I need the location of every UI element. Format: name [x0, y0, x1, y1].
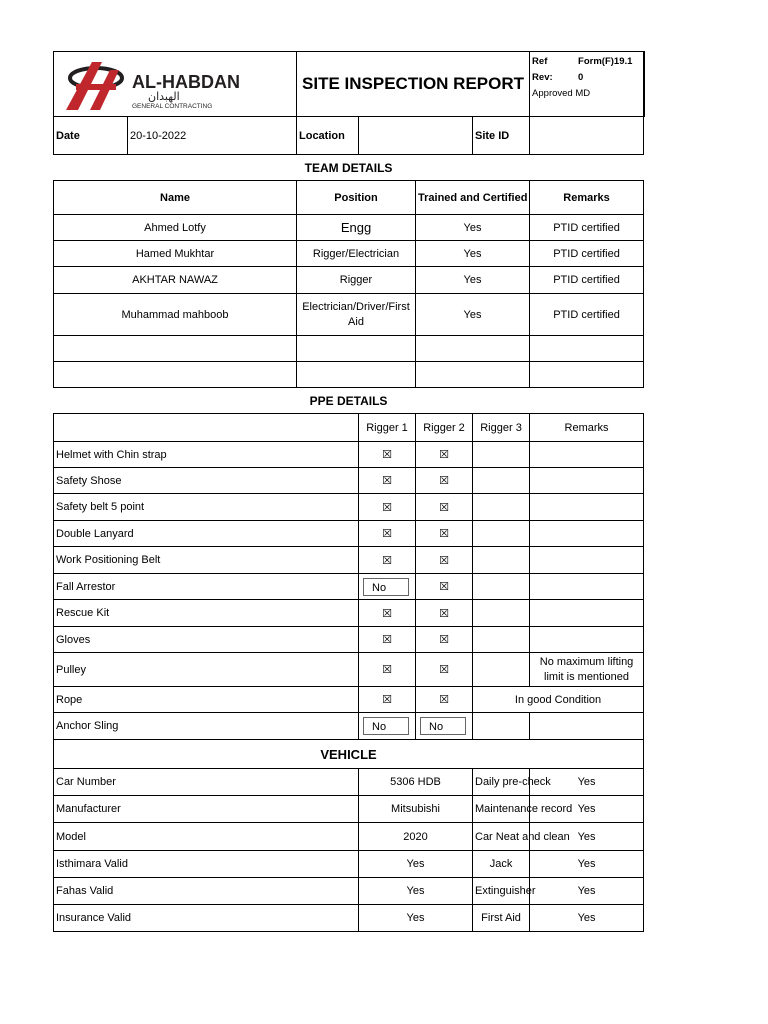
ppe-remarks	[530, 442, 644, 468]
team-row	[54, 362, 644, 388]
vehicle-row	[54, 878, 644, 905]
vehicle-row	[54, 905, 644, 932]
team-col-remarks: Remarks	[530, 181, 644, 215]
vehicle-check-value: Yes	[530, 878, 644, 905]
site-id-value[interactable]	[530, 117, 644, 155]
team-remarks: PTID certified	[530, 241, 644, 267]
inspection-report	[53, 51, 643, 932]
vehicle-label: Fahas Valid	[54, 878, 359, 905]
team-trained[interactable]	[416, 336, 530, 362]
ppe-rigger1-checkbox[interactable]: ☒	[359, 653, 416, 687]
team-row	[54, 267, 644, 294]
team-name: Ahmed Lotfy	[54, 215, 297, 241]
ppe-item: Pulley	[54, 653, 359, 687]
ppe-row	[54, 627, 644, 653]
ppe-rigger3-cell[interactable]	[473, 468, 530, 494]
ppe-rigger1-cell	[359, 713, 416, 740]
ppe-rigger3-cell[interactable]	[473, 574, 530, 600]
ppe-rigger2-no-field[interactable]: No	[420, 717, 466, 735]
ppe-rigger2-checkbox[interactable]: ☒	[416, 468, 473, 494]
ppe-rigger2-checkbox[interactable]: ☒	[416, 600, 473, 627]
ppe-rigger1-checkbox[interactable]: ☒	[359, 600, 416, 627]
ref-value: Form(F)19.1	[578, 56, 633, 67]
info-row	[54, 117, 644, 155]
site-id-label: Site ID	[473, 117, 530, 155]
vehicle-label: Model	[54, 823, 359, 851]
ppe-row	[54, 521, 644, 547]
ppe-row	[54, 687, 644, 713]
ppe-row	[54, 653, 644, 687]
ppe-rigger2-checkbox[interactable]: ☒	[416, 653, 473, 687]
ppe-row	[54, 600, 644, 627]
vehicle-value: 2020	[359, 823, 473, 851]
ppe-row	[54, 494, 644, 521]
vehicle-check-value: Yes	[530, 769, 644, 796]
vehicle-check-label: Maintenance record	[473, 796, 530, 823]
team-name[interactable]	[54, 336, 297, 362]
ppe-col-remarks: Remarks	[530, 414, 644, 442]
vehicle-value: Yes	[359, 878, 473, 905]
team-name: AKHTAR NAWAZ	[54, 267, 297, 294]
ppe-item: Double Lanyard	[54, 521, 359, 547]
team-position: Electrician/Driver/First Aid	[297, 294, 416, 336]
ppe-rigger1-checkbox[interactable]: ☒	[359, 521, 416, 547]
ppe-remarks	[530, 468, 644, 494]
location-value[interactable]	[359, 117, 473, 155]
vehicle-check-value: Yes	[530, 851, 644, 878]
team-col-name: Name	[54, 181, 297, 215]
team-remarks[interactable]	[530, 336, 644, 362]
ppe-row	[54, 713, 644, 740]
vehicle-row	[54, 769, 644, 796]
approved-label: Approved	[532, 88, 573, 99]
ppe-row	[54, 547, 644, 574]
team-header-row	[54, 181, 644, 215]
ppe-row	[54, 574, 644, 600]
ppe-rigger3-cell[interactable]	[473, 494, 530, 521]
ppe-item: Safety belt 5 point	[54, 494, 359, 521]
ppe-rigger2-checkbox[interactable]: ☒	[416, 521, 473, 547]
ppe-remarks	[530, 574, 644, 600]
ppe-row	[54, 468, 644, 494]
team-trained: Yes	[416, 215, 530, 241]
ppe-rigger1-checkbox[interactable]: ☒	[359, 442, 416, 468]
ppe-remarks	[530, 713, 644, 740]
ppe-header-row	[54, 414, 644, 442]
ppe-item: Rope	[54, 687, 359, 713]
team-row	[54, 241, 644, 267]
company-name-en: AL-HABDAN	[132, 72, 240, 92]
ppe-rigger1-checkbox[interactable]: ☒	[359, 627, 416, 653]
ppe-rigger1-checkbox[interactable]: ☒	[359, 547, 416, 574]
ppe-item: Work Positioning Belt	[54, 547, 359, 574]
team-position: Rigger/Electrician	[297, 241, 416, 267]
team-name[interactable]	[54, 362, 297, 388]
team-remarks: PTID certified	[530, 294, 644, 336]
vehicle-row	[54, 851, 644, 878]
ppe-rigger2-checkbox[interactable]: ☒	[416, 494, 473, 521]
ppe-rigger2-cell	[416, 713, 473, 740]
ppe-remarks: In good Condition	[473, 687, 644, 713]
vehicle-value: 5306 HDB	[359, 769, 473, 796]
team-position: Engg	[297, 215, 416, 241]
vehicle-section-title: VEHICLE	[54, 740, 644, 769]
ppe-rigger3-cell[interactable]	[473, 653, 530, 687]
ppe-remarks	[530, 627, 644, 653]
team-name: Hamed Mukhtar	[54, 241, 297, 267]
ppe-remarks	[530, 494, 644, 521]
ppe-item: Fall Arrestor	[54, 574, 359, 600]
team-row	[54, 336, 644, 362]
ppe-item: Rescue Kit	[54, 600, 359, 627]
ppe-rigger2-checkbox[interactable]: ☒	[416, 627, 473, 653]
ppe-rigger1-checkbox[interactable]: ☒	[359, 687, 416, 713]
team-position: Rigger	[297, 267, 416, 294]
rev-label: Rev:	[532, 72, 553, 83]
document-meta	[530, 52, 644, 117]
ppe-rigger1-checkbox[interactable]: ☒	[359, 494, 416, 521]
team-remarks[interactable]	[530, 362, 644, 388]
rev-value: 0	[578, 72, 584, 83]
vehicle-check-label: First Aid	[473, 905, 530, 932]
team-section-title: TEAM DETAILS	[304, 160, 393, 175]
ppe-col-rigger2: Rigger 2	[416, 414, 473, 442]
report-title: SITE INSPECTION REPORT	[297, 52, 530, 117]
ppe-rigger2-checkbox[interactable]: ☒	[416, 574, 473, 600]
team-col-position: Position	[297, 181, 416, 215]
vehicle-check-value: Yes	[530, 905, 644, 932]
vehicle-check-value: Yes	[530, 796, 644, 823]
vehicle-label: Isthimara Valid	[54, 851, 359, 878]
team-trained[interactable]	[416, 362, 530, 388]
ppe-rigger1-cell	[359, 574, 416, 600]
ppe-item: Safety Shose	[54, 468, 359, 494]
team-row	[54, 294, 644, 336]
ppe-rigger2-checkbox[interactable]: ☒	[416, 547, 473, 574]
vehicle-check-value: Yes	[530, 823, 644, 851]
team-trained: Yes	[416, 241, 530, 267]
vehicle-label: Manufacturer	[54, 796, 359, 823]
ppe-rigger3-cell[interactable]	[473, 547, 530, 574]
company-logo-cell	[54, 52, 297, 117]
ppe-rigger1-no-field[interactable]: No	[363, 717, 409, 735]
team-position[interactable]	[297, 336, 416, 362]
ppe-remarks	[530, 521, 644, 547]
vehicle-value: Yes	[359, 905, 473, 932]
ppe-col-item	[54, 414, 359, 442]
vehicle-check-label: Car Neat and clean	[473, 823, 530, 851]
ppe-row	[54, 442, 644, 468]
report-table	[53, 51, 645, 932]
ppe-rigger2-checkbox[interactable]: ☒	[416, 687, 473, 713]
ppe-remarks	[530, 600, 644, 627]
ppe-rigger3-cell[interactable]	[473, 713, 530, 740]
team-trained: Yes	[416, 267, 530, 294]
team-position[interactable]	[297, 362, 416, 388]
date-value[interactable]: 20-10-2022	[128, 117, 297, 155]
vehicle-row	[54, 796, 644, 823]
company-name-ar: الهبدان	[148, 90, 180, 103]
company-subtitle: GENERAL CONTRACTING	[132, 103, 213, 110]
ppe-rigger3-cell[interactable]	[473, 600, 530, 627]
vehicle-check-label: Jack	[473, 851, 530, 878]
ppe-rigger2-checkbox[interactable]: ☒	[416, 442, 473, 468]
ppe-rigger3-cell[interactable]	[473, 521, 530, 547]
ppe-remarks: No maximum lifting limit is mentioned	[530, 653, 644, 687]
vehicle-row	[54, 823, 644, 851]
vehicle-check-label: Daily pre-check	[473, 769, 530, 796]
vehicle-label: Car Number	[54, 769, 359, 796]
ppe-item: Gloves	[54, 627, 359, 653]
team-row	[54, 215, 644, 241]
team-trained: Yes	[416, 294, 530, 336]
location-label: Location	[297, 117, 359, 155]
logo-mark-icon	[66, 62, 122, 110]
ppe-rigger3-cell[interactable]	[473, 627, 530, 653]
team-remarks: PTID certified	[530, 215, 644, 241]
ppe-section-title: PPE DETAILS	[309, 393, 388, 408]
vehicle-label: Insurance Valid	[54, 905, 359, 932]
ppe-remarks	[530, 547, 644, 574]
ppe-rigger1-checkbox[interactable]: ☒	[359, 468, 416, 494]
approved-value: MD	[575, 88, 591, 99]
vehicle-check-label: Extinguisher	[473, 878, 530, 905]
team-remarks: PTID certified	[530, 267, 644, 294]
vehicle-value: Mitsubishi	[359, 796, 473, 823]
ppe-col-rigger1: Rigger 1	[359, 414, 416, 442]
date-label: Date	[54, 117, 128, 155]
ppe-item: Helmet with Chin strap	[54, 442, 359, 468]
ref-label: Ref	[532, 56, 548, 67]
team-col-trained: Trained and Certified	[416, 181, 530, 215]
company-logo	[62, 58, 292, 112]
ppe-rigger1-no-field[interactable]: No	[363, 578, 409, 596]
vehicle-value: Yes	[359, 851, 473, 878]
ppe-rigger3-cell[interactable]	[473, 442, 530, 468]
team-name: Muhammad mahboob	[54, 294, 297, 336]
ppe-col-rigger3: Rigger 3	[473, 414, 530, 442]
ppe-item: Anchor Sling	[54, 713, 359, 740]
